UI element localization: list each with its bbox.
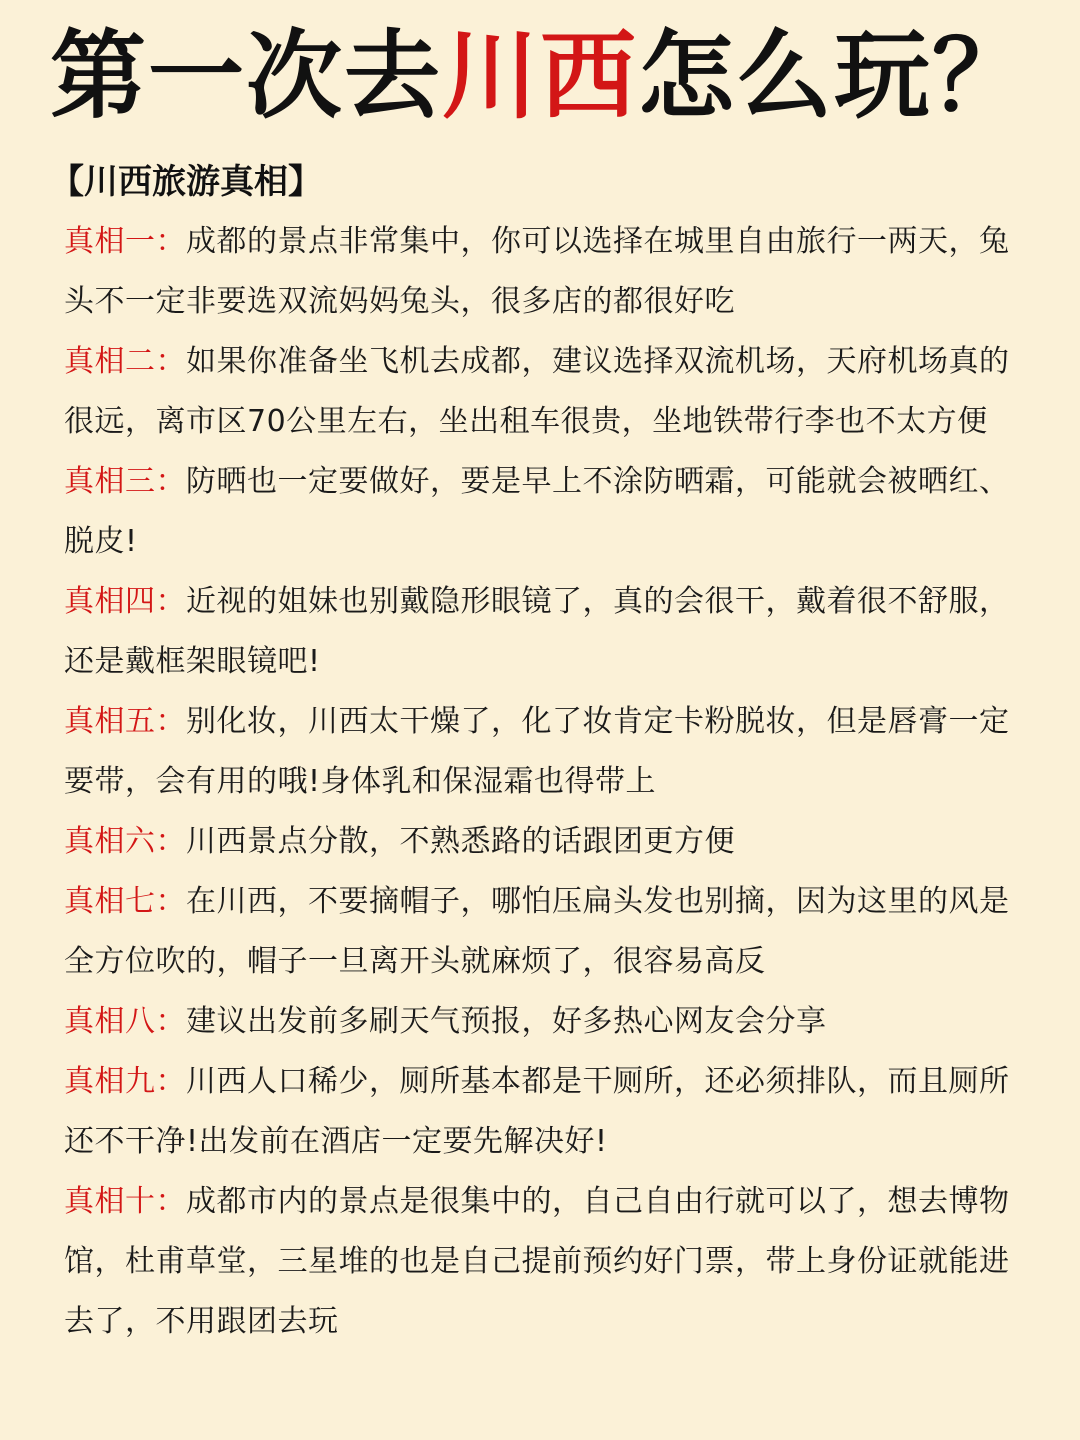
truth-item-10 — [64, 1172, 1020, 1352]
truth-label: 真相九： — [64, 1064, 186, 1099]
truth-item-3 — [64, 452, 1020, 572]
truth-list — [64, 212, 1020, 1352]
truth-label: 真相七： — [64, 884, 186, 919]
truth-text: 别化妆，川西太干燥了，化了妆肯定卡粉脱妆，但是唇膏一定要带，会有用的哦!身体乳和保湿霜也得带上 — [64, 704, 1010, 799]
truth-label: 真相四： — [64, 584, 186, 619]
truth-text: 在川西，不要摘帽子，哪怕压扁头发也别摘，因为这里的风是全方位吹的，帽子一旦离开头就麻烦了，很容易高反 — [64, 884, 1010, 979]
section-heading: 【川西旅游真相】 — [50, 162, 322, 202]
truth-item-7 — [64, 872, 1020, 992]
title-highlight: 川西 — [442, 20, 638, 132]
truth-item-5 — [64, 692, 1020, 812]
truth-label: 真相三： — [64, 464, 186, 499]
title-prefix: 第一次去 — [50, 20, 442, 132]
truth-item-8 — [64, 992, 1020, 1052]
truth-item-4 — [64, 572, 1020, 692]
truth-label: 真相一： — [64, 224, 186, 259]
title-suffix: 怎么玩？ — [638, 20, 1030, 132]
truth-text: 近视的姐妹也别戴隐形眼镜了，真的会很干，戴着很不舒服，还是戴框架眼镜吧! — [64, 584, 1010, 679]
truth-label: 真相八： — [64, 1004, 186, 1039]
truth-label: 真相二： — [64, 344, 186, 379]
truth-item-6 — [64, 812, 1020, 872]
truth-label: 真相六： — [64, 824, 186, 859]
truth-label: 真相十： — [64, 1184, 186, 1219]
truth-text: 川西景点分散，不熟悉路的话跟团更方便 — [186, 824, 735, 859]
truth-text: 防晒也一定要做好，要是早上不涂防晒霜，可能就会被晒红、脱皮! — [64, 464, 1010, 559]
truth-text: 成都的景点非常集中，你可以选择在城里自由旅行一两天，兔头不一定非要选双流妈妈兔头，很多店的都很好吃 — [64, 224, 1010, 319]
truth-text: 建议出发前多刷天气预报，好多热心网友会分享 — [186, 1004, 827, 1039]
truth-item-1 — [64, 212, 1020, 332]
truth-item-2 — [64, 332, 1020, 452]
page-title — [0, 14, 1080, 138]
truth-item-9 — [64, 1052, 1020, 1172]
truth-text: 成都市内的景点是很集中的，自己自由行就可以了，想去博物馆，杜甫草堂，三星堆的也是自己提前预约好门票，带上身份证就能进去了，不用跟团去玩 — [64, 1184, 1010, 1339]
truth-label: 真相五： — [64, 704, 186, 739]
truth-text: 川西人口稀少，厕所基本都是干厕所，还必须排队，而且厕所还不干净!出发前在酒店一定要先解决好! — [64, 1064, 1010, 1159]
truth-text: 如果你准备坐飞机去成都，建议选择双流机场，天府机场真的很远，离市区70公里左右，坐出租车很贵，坐地铁带行李也不太方便 — [64, 344, 1010, 439]
